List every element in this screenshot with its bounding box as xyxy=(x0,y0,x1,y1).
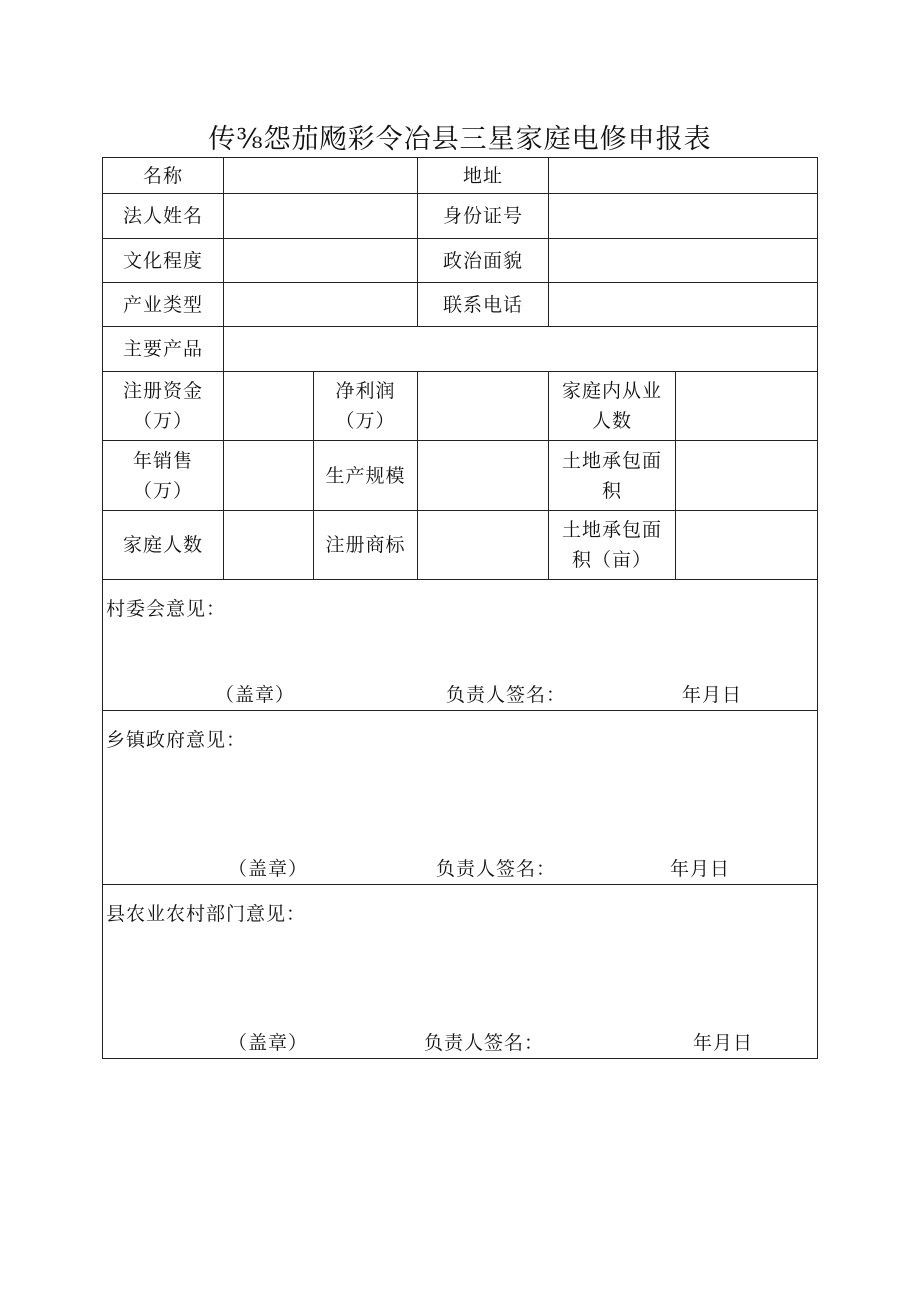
education-input[interactable] xyxy=(224,239,418,283)
annual-sales-line1: 年销售 xyxy=(132,449,193,472)
production-scale-label: 生产规模 xyxy=(314,441,418,511)
registered-capital-line2: （万） xyxy=(132,410,193,432)
county-opinion-label: 县农业农村部门意见： xyxy=(106,903,307,925)
family-size-input[interactable] xyxy=(224,511,314,580)
land-contract-input[interactable] xyxy=(676,441,818,511)
village-opinion-label: 村委会意见： xyxy=(106,598,227,620)
row-capital-profit-workers xyxy=(103,372,818,441)
page-title: 传⅜怨茄飏彩令冶县三星家庭电修申报表 xyxy=(208,124,712,155)
row-village-opinion xyxy=(103,580,818,711)
row-industry-phone xyxy=(103,283,818,327)
registered-capital-line1: 注册资金 xyxy=(122,380,203,402)
registered-capital-input[interactable] xyxy=(224,372,314,441)
land-contract-line2: 积 xyxy=(601,479,622,502)
township-sign-text: 负责人签名： xyxy=(436,858,557,880)
land-contract-mu-label xyxy=(549,511,676,580)
row-education-political xyxy=(103,239,818,283)
education-label: 文化程度 xyxy=(103,239,224,283)
main-products-label: 主要产品 xyxy=(103,327,224,372)
name-label: 名称 xyxy=(103,158,224,194)
land-contract-mu-line2: 积（亩） xyxy=(571,549,652,571)
production-scale-input[interactable] xyxy=(418,441,549,511)
registered-capital-label xyxy=(103,372,224,441)
net-profit-label xyxy=(314,372,418,441)
legal-person-input[interactable] xyxy=(224,194,418,239)
phone-input[interactable] xyxy=(549,283,818,327)
address-label: 地址 xyxy=(418,158,549,194)
address-input[interactable] xyxy=(549,158,818,194)
village-date-text: 年月日 xyxy=(682,684,743,706)
phone-label: 联系电话 xyxy=(418,283,549,327)
industry-type-label: 产业类型 xyxy=(103,283,224,327)
family-workers-line1: 家庭内从业 xyxy=(561,380,662,402)
political-status-label: 政治面貌 xyxy=(418,239,549,283)
family-size-label: 家庭人数 xyxy=(103,511,224,580)
trademark-label: 注册商标 xyxy=(314,511,418,580)
county-stamp-text: （盖章） xyxy=(228,1032,309,1054)
township-opinion-label: 乡镇政府意见： xyxy=(106,729,247,751)
county-date-text: 年月日 xyxy=(693,1032,754,1054)
land-contract-mu-line1: 土地承包面 xyxy=(561,519,662,541)
row-main-products xyxy=(103,327,818,372)
family-workers-input[interactable] xyxy=(676,372,818,441)
net-profit-line2: （万） xyxy=(335,410,396,432)
annual-sales-line2: （万） xyxy=(132,479,193,502)
row-county-opinion xyxy=(103,885,818,1059)
legal-person-label: 法人姓名 xyxy=(103,194,224,239)
annual-sales-label xyxy=(103,441,224,511)
row-name-address xyxy=(103,158,818,194)
political-status-input[interactable] xyxy=(549,239,818,283)
village-opinion-section[interactable] xyxy=(103,580,818,711)
row-sales-scale-land xyxy=(103,441,818,511)
county-opinion-section[interactable] xyxy=(103,885,818,1059)
township-opinion-section[interactable] xyxy=(103,711,818,885)
land-contract-mu-input[interactable] xyxy=(676,511,818,580)
land-contract-label xyxy=(549,441,676,511)
township-date-text: 年月日 xyxy=(670,858,731,880)
row-family-trademark-land xyxy=(103,511,818,580)
name-input[interactable] xyxy=(224,158,418,194)
family-workers-label xyxy=(549,372,676,441)
trademark-input[interactable] xyxy=(418,511,549,580)
id-number-label: 身份证号 xyxy=(418,194,549,239)
township-stamp-text: （盖章） xyxy=(228,858,309,880)
main-products-input[interactable] xyxy=(224,327,818,372)
application-form-table xyxy=(102,157,818,1059)
row-legal-person-id xyxy=(103,194,818,239)
village-stamp-text: （盖章） xyxy=(215,684,296,706)
family-workers-line2: 人数 xyxy=(591,410,632,432)
annual-sales-input[interactable] xyxy=(224,441,314,511)
industry-type-input[interactable] xyxy=(224,283,418,327)
village-sign-text: 负责人签名： xyxy=(446,684,567,706)
id-number-input[interactable] xyxy=(549,194,818,239)
net-profit-line1: 净利润 xyxy=(335,380,396,402)
land-contract-line1: 土地承包面 xyxy=(561,449,662,472)
county-sign-text: 负责人签名： xyxy=(424,1032,545,1054)
net-profit-input[interactable] xyxy=(418,372,549,441)
row-township-opinion xyxy=(103,711,818,885)
